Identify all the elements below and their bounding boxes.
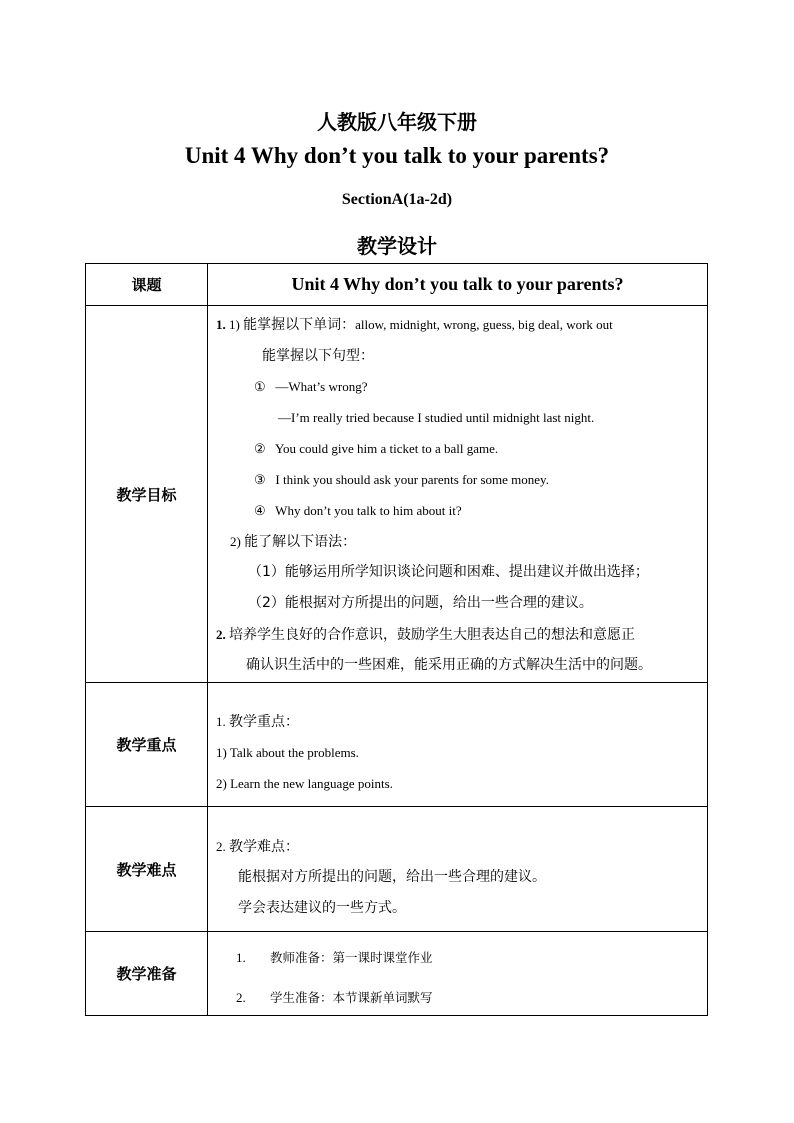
preparation-row	[86, 932, 708, 1016]
sentence-item	[216, 402, 707, 433]
preparation-item	[236, 942, 707, 982]
textbook-title: 人教版八年级下册	[317, 110, 477, 134]
item2-number: 2.	[216, 627, 226, 642]
grammar-point: （2）能根据对方所提出的问题，给出一些合理的建议。	[248, 595, 593, 611]
difficulty-content	[208, 807, 708, 932]
focus-heading: 教学重点：	[229, 714, 299, 730]
difficulty-point: 学会表达建议的一些方式。	[238, 899, 406, 916]
item2-line2: 确认识生活中的一些困难，能采用正确的方式解决生活中的问题。	[246, 657, 652, 673]
sentence-marker: ③	[254, 472, 266, 487]
objectives-content	[208, 306, 708, 683]
sentence-text: Why don’t you talk to him about it?	[275, 503, 462, 518]
grammar-label: 能了解以下语法：	[244, 534, 357, 550]
sentence-text: You could give him a ticket to a ball game.	[274, 441, 499, 456]
sentence-marker: ④	[254, 503, 266, 518]
sub2-number: 2)	[230, 534, 241, 549]
difficulty-label: 教学难点	[86, 807, 208, 932]
vocab-words: allow, midnight, wrong, guess, big deal, work out	[355, 317, 613, 332]
sentence-marker: ①	[254, 379, 266, 394]
sentence-marker: ②	[254, 441, 266, 456]
sentence-item	[216, 495, 707, 526]
focus-row	[86, 683, 708, 807]
sub1-number: 1)	[229, 317, 240, 332]
difficulty-point: 能根据对方所提出的问题，给出一些合理的建议。	[238, 868, 546, 885]
preparation-label: 教学准备	[86, 932, 208, 1016]
item2-line1: 培养学生良好的合作意识，鼓励学生大胆表达自己的想法和意愿正	[229, 627, 635, 643]
preparation-item-number: 1.	[236, 949, 246, 965]
document-type-title: 教学设计	[357, 234, 437, 258]
topic-value: Unit 4 Why don’t you talk to your parents?	[208, 264, 708, 306]
sentence-label: 能掌握以下句型：	[262, 348, 374, 364]
sentence-text: —What’s wrong?	[275, 379, 368, 394]
item1-number: 1.	[216, 317, 226, 332]
section-title: SectionA(1a-2d)	[341, 191, 453, 208]
sentence-text: I think you should ask your parents for some money.	[275, 472, 549, 487]
preparation-item-text: 学生准备：本节课新单词默写	[270, 989, 433, 1005]
sentence-text: —I’m really tried because I studied until midnight last night.	[278, 410, 595, 425]
difficulty-row	[86, 807, 708, 932]
grammar-point: （1）能够运用所学知识谈论问题和困难、提出建议并做出选择；	[248, 564, 649, 580]
lesson-plan-table	[85, 263, 708, 1016]
topic-label: 课题	[86, 264, 208, 306]
focus-point: 2) Learn the new language points.	[216, 776, 393, 791]
focus-point: 1) Talk about the problems.	[216, 745, 359, 760]
sentence-item	[216, 371, 707, 402]
focus-content	[208, 683, 708, 807]
vocab-label: 能掌握以下单词：	[243, 317, 356, 333]
difficulty-heading-number: 2.	[216, 838, 226, 854]
focus-heading-number: 1.	[216, 714, 226, 729]
objectives-row	[86, 306, 708, 683]
focus-label: 教学重点	[86, 683, 208, 807]
sentence-item	[216, 464, 707, 495]
objectives-label: 教学目标	[86, 306, 208, 683]
difficulty-heading: 教学难点：	[229, 838, 299, 855]
unit-title: Unit 4 Why don’t you talk to your parents?	[184, 143, 610, 168]
preparation-item-text: 教师准备：第一课时课堂作业	[270, 949, 433, 965]
preparation-content	[208, 932, 708, 1016]
topic-row	[86, 264, 708, 306]
preparation-item	[236, 982, 707, 1013]
sentence-item	[216, 433, 707, 464]
preparation-item-number: 2.	[236, 989, 246, 1005]
